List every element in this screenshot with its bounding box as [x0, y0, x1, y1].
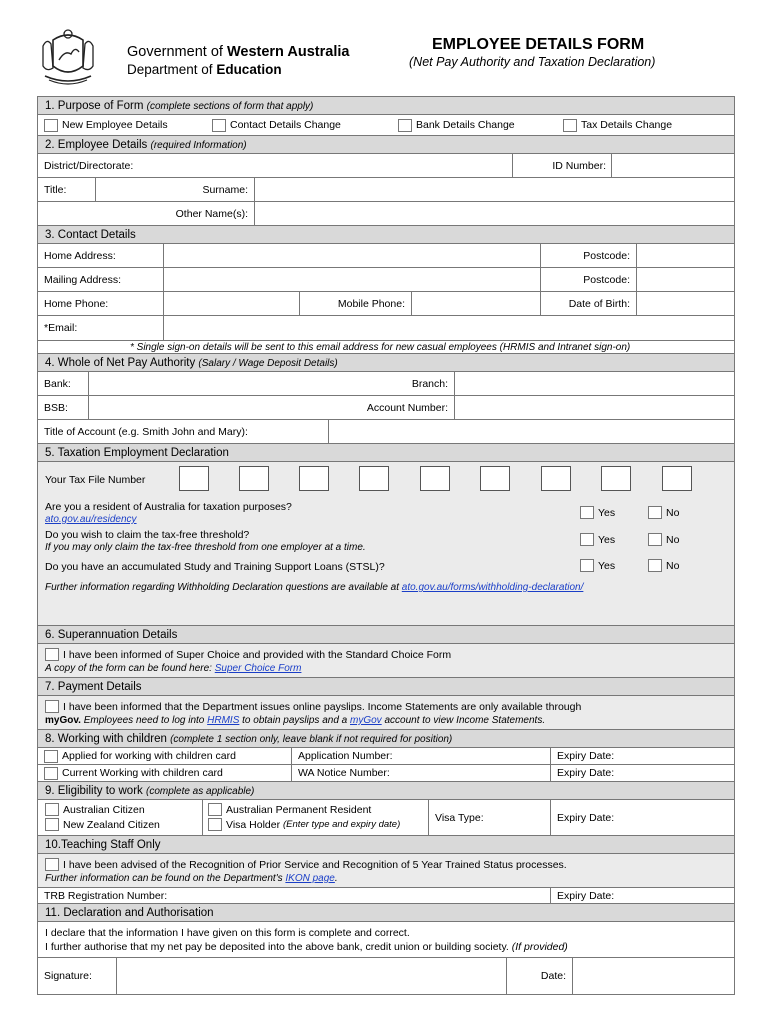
section-3-header: 3. Contact Details — [38, 226, 734, 244]
postcode-input[interactable] — [637, 244, 735, 267]
checkbox[interactable] — [563, 119, 577, 132]
mobile-phone-input[interactable] — [412, 292, 540, 315]
checkbox[interactable] — [44, 119, 58, 132]
section-9-header: 9. Eligibility to work (complete as applicable) — [38, 782, 734, 800]
checkbox[interactable] — [44, 767, 58, 780]
home-address-label: Home Address: — [44, 249, 116, 262]
district-row — [38, 154, 734, 178]
section-11-header: 11. Declaration and Authorisation — [38, 904, 734, 922]
residency-yes[interactable]: Yes — [580, 506, 615, 519]
tfn-digit-9[interactable] — [662, 466, 692, 491]
expiry-date-label: Expiry Date: — [557, 750, 615, 762]
checkbox[interactable] — [648, 559, 662, 572]
email-input[interactable] — [164, 316, 735, 340]
checkbox[interactable] — [45, 648, 59, 661]
super-copy-line: A copy of the form can be found here: Super Choice Form — [45, 663, 302, 674]
payslip-info: myGov. Employees need to log into HRMIS to obtain payslips and a myGov account to view Income Statements. — [45, 715, 546, 726]
email-note: * Single sign-on details will be sent to this email address for new casual employees (HRMIS and Intranet sign-on) — [130, 341, 631, 353]
section-7-header: 7. Payment Details — [38, 678, 734, 696]
option-permanent-resident[interactable]: Australian Permanent Resident — [208, 803, 371, 816]
tax-block — [38, 462, 734, 626]
dob-label: Date of Birth: — [568, 297, 630, 310]
id-number-label: ID Number: — [552, 159, 606, 172]
account-title-row — [38, 420, 734, 444]
section-6-header: 6. Superannuation Details — [38, 626, 734, 644]
declaration-line-2: I further authorise that my net pay be deposited into the above bank, credit union or building society. (If provided) — [45, 941, 568, 953]
threshold-no[interactable]: No — [648, 533, 679, 546]
payment-block — [38, 696, 734, 730]
tfn-digit-6[interactable] — [480, 466, 510, 491]
section-1-header: 1. Purpose of Form (complete sections of form that apply) — [38, 97, 734, 115]
account-title-input[interactable] — [329, 420, 735, 443]
postcode-input[interactable] — [637, 268, 735, 291]
checkbox[interactable] — [45, 803, 59, 816]
checkbox[interactable] — [580, 559, 594, 572]
threshold-note: If you may only claim the tax-free threshold from one employer at a time. — [45, 542, 366, 553]
date-label: Date: — [540, 970, 566, 982]
account-title-label: Title of Account (e.g. Smith John and Mary): — [44, 425, 248, 438]
signature-row — [38, 958, 734, 994]
government-name: Government of Western Australia — [127, 44, 350, 60]
option-visa-holder[interactable]: Visa Holder (Enter type and expiry date) — [208, 818, 400, 831]
mobile-phone-label: Mobile Phone: — [337, 297, 405, 310]
other-names-row — [38, 202, 734, 226]
tfn-label: Your Tax File Number — [45, 474, 146, 486]
postcode-label: Postcode: — [583, 249, 630, 262]
surname-input[interactable] — [255, 178, 735, 201]
trb-expiry-label: Expiry Date: — [557, 889, 615, 902]
checkbox[interactable] — [44, 750, 58, 763]
stsl-question: Do you have an accumulated Study and Training Support Loans (STSL)? — [45, 561, 385, 573]
home-phone-label: Home Phone: — [44, 297, 109, 310]
super-block — [38, 644, 734, 678]
wwc-current-row — [38, 765, 734, 782]
account-number-label: Account Number: — [366, 401, 448, 414]
wwc-applied-row — [38, 748, 734, 765]
tfn-digit-4[interactable] — [359, 466, 389, 491]
postcode-label: Postcode: — [583, 273, 630, 286]
checkbox[interactable] — [580, 506, 594, 519]
name-row — [38, 178, 734, 202]
stsl-no[interactable]: No — [648, 559, 679, 572]
visa-expiry-label: Expiry Date: — [557, 811, 615, 824]
withholding-link[interactable]: ato.gov.au/forms/withholding-declaration/ — [401, 582, 584, 593]
option-tax-change[interactable]: Tax Details Change — [557, 115, 727, 135]
phone-row — [38, 292, 734, 316]
form-title: EMPLOYEE DETAILS FORM — [432, 36, 645, 53]
branch-label: Branch: — [411, 377, 448, 390]
tfn-digit-1[interactable] — [179, 466, 209, 491]
mailing-address-row — [38, 268, 734, 292]
threshold-question: Do you wish to claim the tax-free threshold? — [45, 529, 250, 541]
section-4-header: 4. Whole of Net Pay Authority (Salary / Wage Deposit Details) — [38, 354, 734, 372]
bank-label: Bank: — [44, 377, 71, 390]
section-5-header: 5. Taxation Employment Declaration — [38, 444, 734, 462]
option-bank-change[interactable]: Bank Details Change — [392, 115, 562, 135]
mailing-address-label: Mailing Address: — [44, 273, 122, 286]
tfn-digit-3[interactable] — [299, 466, 329, 491]
checkbox[interactable] — [208, 803, 222, 816]
email-row — [38, 316, 734, 340]
form-page — [37, 0, 735, 982]
mygov-link[interactable]: myGov — [350, 715, 382, 726]
wwc-applied-option[interactable]: Applied for working with children card — [38, 748, 288, 764]
section-10-header: 10.Teaching Staff Only — [38, 836, 734, 854]
signature-input[interactable] — [117, 958, 507, 994]
expiry-date-label: Expiry Date: — [557, 767, 615, 779]
checkbox[interactable] — [45, 818, 59, 831]
email-label: *Email: — [44, 322, 78, 334]
checkbox[interactable] — [208, 818, 222, 831]
purpose-row — [38, 115, 734, 136]
wa-notice-number-label: WA Notice Number: — [298, 767, 390, 779]
ikon-info: Further information can be found on the Department's IKON page. — [45, 873, 338, 884]
residency-link[interactable]: ato.gov.au/residency — [45, 514, 137, 525]
tfn-digit-8[interactable] — [601, 466, 631, 491]
district-label: District/Directorate: — [44, 159, 134, 172]
option-nz-citizen[interactable]: New Zealand Citizen — [45, 818, 160, 831]
id-number-input[interactable] — [612, 154, 736, 177]
home-address-input[interactable] — [164, 244, 540, 267]
residency-question: Are you a resident of Australia for taxation purposes? — [45, 501, 292, 513]
signature-label: Signature: — [44, 970, 92, 982]
wa-crest-logo — [39, 26, 97, 88]
form-subtitle: (Net Pay Authority and Taxation Declaration) — [409, 55, 656, 69]
tfn-digit-2[interactable] — [239, 466, 269, 491]
surname-label: Surname: — [202, 183, 248, 196]
option-new-employee[interactable]: New Employee Details — [38, 115, 208, 135]
declaration-block — [38, 922, 734, 958]
rps-check[interactable]: I have been advised of the Recognition of Prior Service and Recognition of 5 Year Trained Status processes. — [45, 858, 567, 871]
application-number-label: Application Number: — [298, 750, 393, 762]
checkbox[interactable] — [45, 700, 59, 713]
home-phone-input[interactable] — [164, 292, 299, 315]
title-label: Title: — [44, 183, 67, 196]
bank-row — [38, 372, 734, 396]
tfn-digit-5[interactable] — [420, 466, 450, 491]
teaching-block — [38, 854, 734, 888]
residency-no[interactable]: No — [648, 506, 679, 519]
withholding-info: Further information regarding Withholding Declaration questions are available at ato.gov.au/forms/withholding-declaration/ — [45, 582, 584, 593]
option-contact-change[interactable]: Contact Details Change — [206, 115, 391, 135]
ikon-link[interactable]: IKON page — [285, 873, 335, 884]
trb-row — [38, 888, 734, 904]
bsb-input[interactable] — [89, 396, 289, 419]
date-input[interactable] — [573, 958, 735, 994]
branch-input[interactable] — [455, 372, 735, 395]
section-8-header: 8. Working with children (complete 1 section only, leave blank if not required for position) — [38, 730, 734, 748]
account-number-input[interactable] — [455, 396, 735, 419]
hrmis-link[interactable]: HRMIS — [207, 715, 240, 726]
home-address-row — [38, 244, 734, 268]
checkbox[interactable] — [45, 858, 59, 871]
department-name: Department of Education — [127, 62, 282, 77]
checkbox[interactable] — [398, 119, 412, 132]
other-names-label: Other Name(s): — [175, 207, 248, 220]
threshold-yes[interactable]: Yes — [580, 533, 615, 546]
visa-type-label: Visa Type: — [435, 811, 484, 824]
checkbox[interactable] — [580, 533, 594, 546]
dob-input[interactable] — [637, 292, 735, 315]
eligibility-row — [38, 800, 734, 836]
tfn-digit-7[interactable] — [541, 466, 571, 491]
bsb-row — [38, 396, 734, 420]
title-input[interactable] — [96, 178, 162, 201]
super-choice-check[interactable]: I have been informed of Super Choice and provided with the Standard Choice Form — [45, 648, 451, 661]
trb-label: TRB Registration Number: — [44, 889, 168, 902]
header — [37, 0, 735, 96]
email-note-row — [38, 340, 734, 354]
wwc-current-option[interactable]: Current Working with children card — [38, 765, 288, 781]
section-2-header: 2. Employee Details (required Information) — [38, 136, 734, 154]
other-names-input[interactable] — [255, 202, 735, 225]
bsb-label: BSB: — [44, 401, 68, 414]
checkbox[interactable] — [212, 119, 226, 132]
declaration-line-1: I declare that the information I have given on this form is complete and correct. — [45, 927, 410, 939]
checkbox[interactable] — [648, 533, 662, 546]
employee-form — [37, 96, 735, 995]
super-choice-link[interactable]: Super Choice Form — [214, 663, 302, 674]
checkbox[interactable] — [648, 506, 662, 519]
payslip-check[interactable]: I have been informed that the Department issues online payslips. Income Statements are only available through — [45, 700, 581, 713]
stsl-yes[interactable]: Yes — [580, 559, 615, 572]
option-aus-citizen[interactable]: Australian Citizen — [45, 803, 145, 816]
mailing-address-input[interactable] — [164, 268, 540, 291]
